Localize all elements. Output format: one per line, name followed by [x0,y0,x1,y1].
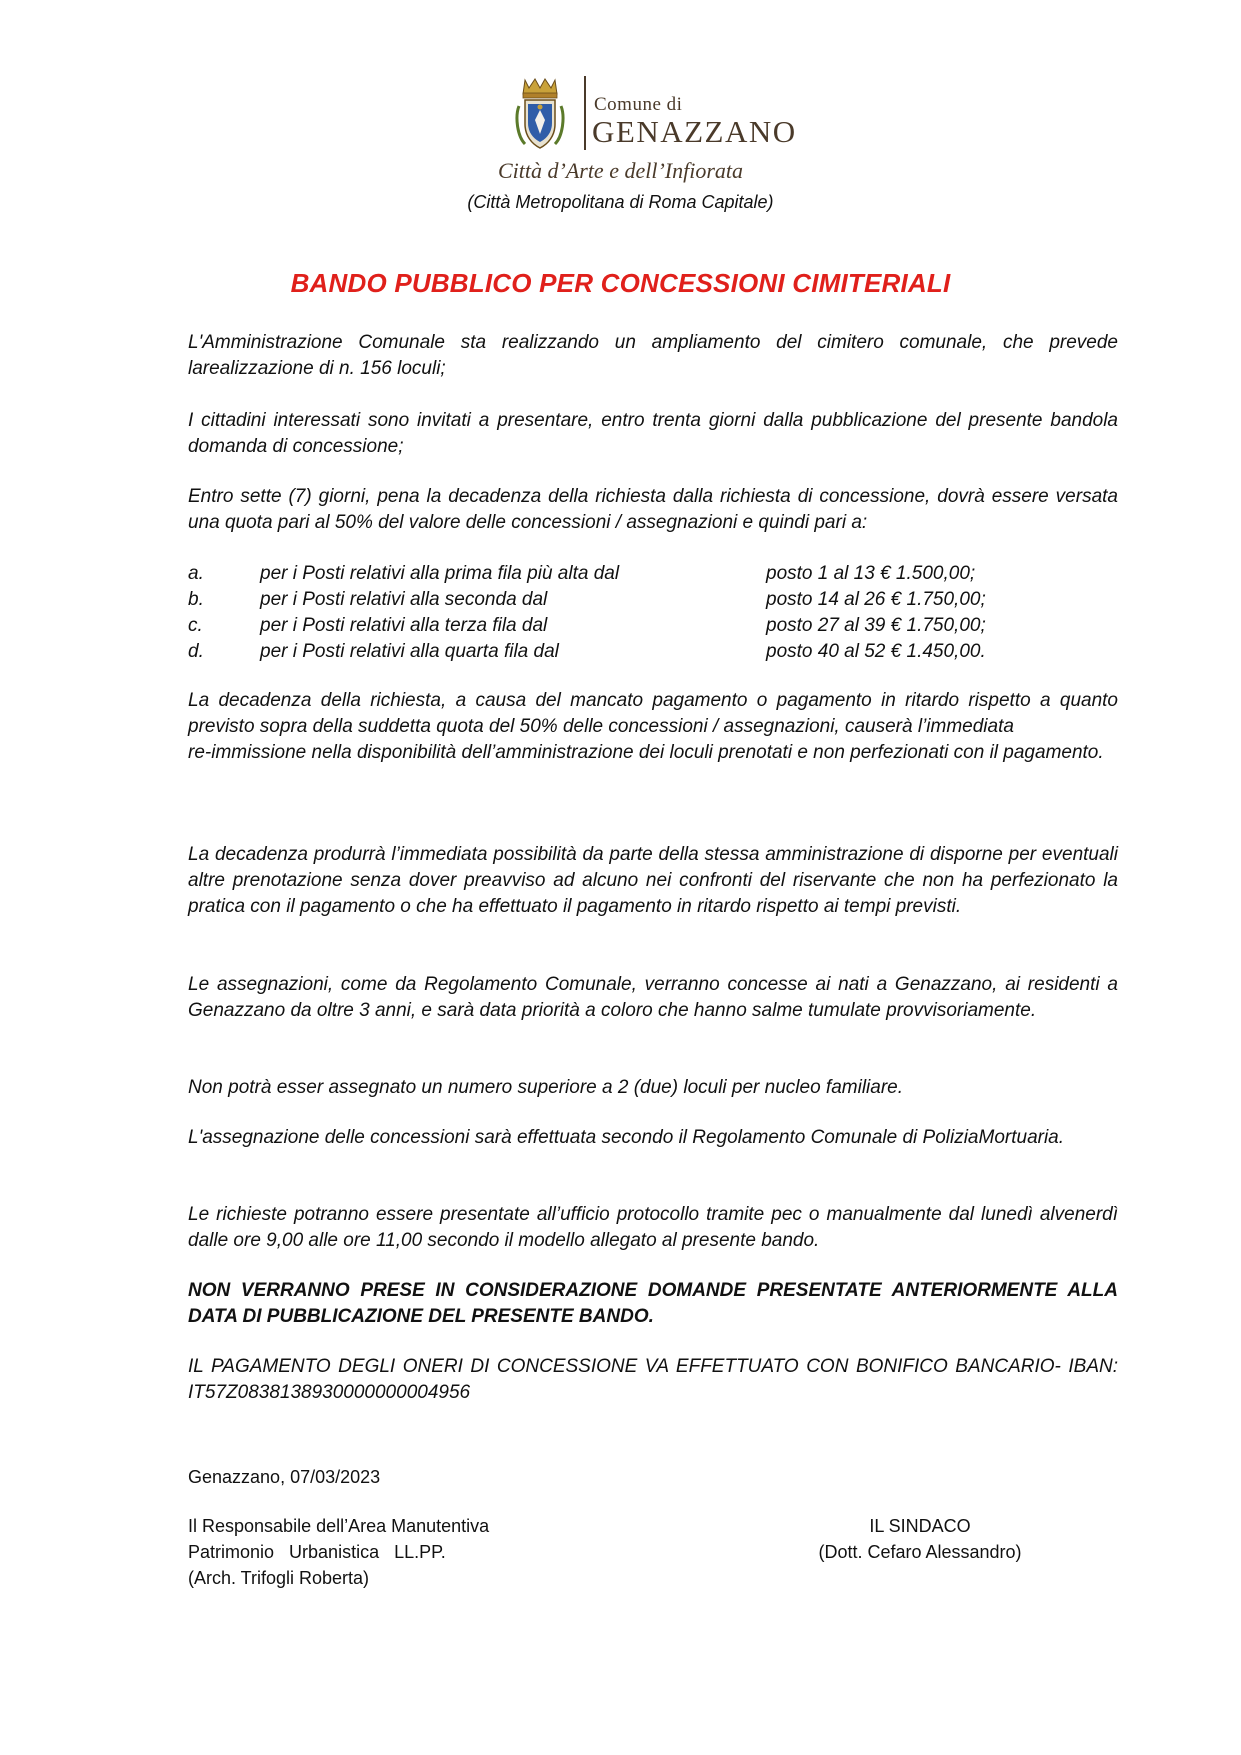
paragraph-avvertenza [188,1278,1118,1330]
paragraph-text: I cittadini interessati sono invitati a presentare, entro trenta giorni dalla pubblicazione del presente bandola domanda di concessione; [188,410,1118,457]
fee-description: per i Posti relativi alla terza fila dal [260,615,548,636]
fee-letter: a. [188,563,204,584]
municipal-crest-icon [515,76,565,154]
logo-divider [584,76,586,150]
paragraph-text: Entro sette (7) giorni, pena la decadenza della richiesta dalla richiesta di concessione, dovrà essere versata una quota pari al 50% del valore delle concessioni / assegnazioni e quindi pari a: [188,486,1118,533]
paragraph-text: Le assegnazioni, come da Regolamento Comunale, verranno concesse ai nati a Genazzano, ai residenti a Genazzano da oltre 3 anni, e sarà data priorità a coloro che hanno salme tumulate provvisoriamente. [188,974,1118,1021]
paragraph-ampliamento [188,330,1118,382]
place-date: Genazzano, 07/03/2023 [188,1467,381,1487]
comune-name: GENAZZANO [592,114,797,149]
paragraph-text: Non potrà esser assegnato un numero superiore a 2 (due) loculi per nucleo familiare. [188,1077,904,1098]
fee-letter: d. [188,641,204,662]
signature-line: (Arch. Trifogli Roberta) [188,1568,370,1588]
signature-line: IL SINDACO [869,1516,971,1536]
fee-item [188,561,1118,587]
fee-letter: b. [188,589,204,610]
paragraph-text: La decadenza della richiesta, a causa del mancato pagamento o pagamento in ritardo rispetto a quanto previsto sopra della suddetta quota del 50% delle concessioni / assegnazioni, causerà l’immediata [188,690,1118,737]
fee-range: posto 14 al 26 € 1.750,00; [766,589,986,610]
paragraph-disponibilita [188,842,1118,920]
letterhead [0,72,1241,222]
city-motto: Città d’Arte e dell’Infiorata [497,158,744,183]
signature-responsabile [188,1513,489,1591]
paragraph-assegnazioni [188,972,1118,1024]
paragraph-text: L'Amministrazione Comunale sta realizzando un ampliamento del cimitero comunale, che prevede larealizzazione di n. 156 loculi; [188,332,1118,379]
paragraph-text: re-immissione nella disponibilità dell’amministrazione dei loculi prenotati e non perfezionati con il pagamento. [188,742,1104,763]
paragraph-text: L'assegnazione delle concessioni sarà effettuata secondo il Regolamento Comunale di PoliziaMortuaria. [188,1127,1065,1148]
paragraph-text: La decadenza produrrà l’immediata possibilità da parte della stessa amministrazione di disporne per eventuali altre prenotazione senza dover preavviso ad alcuno nei confronti del riservante che non ha perfezionato la pratica con il pagamento o che ha effettuato il pagamento in ritardo rispetto ai tempi previsti. [188,844,1118,917]
fee-range: posto 1 al 13 € 1.500,00; [766,563,976,584]
comune-label: Comune di [594,94,683,115]
paragraph-regolamento [188,1125,1118,1151]
signature-line: Patrimonio Urbanistica LL.PP. [188,1542,446,1562]
fee-letter: c. [188,615,203,636]
fee-description: per i Posti relativi alla quarta fila dal [260,641,559,662]
paragraph-limite [188,1075,1118,1101]
fee-range: posto 27 al 39 € 1.750,00; [766,615,986,636]
paragraph-invito [188,408,1118,460]
document-title: BANDO PUBBLICO PER CONCESSIONI CIMITERIALI [290,268,951,298]
paragraph-text: Le richieste potranno essere presentate all’ufficio protocollo tramite pec o manualmente dal lunedì alvenerdì dalle ore 9,00 alle ore 11,00 secondo il modello allegato al presente bando. [188,1204,1118,1251]
paragraph-text: NON VERRANNO PRESE IN CONSIDERAZIONE DOMANDE PRESENTATE ANTERIORMENTE ALLA DATA DI PUBBLICAZIONE DEL PRESENTE BANDO. [188,1280,1118,1327]
fee-list [188,561,1118,665]
paragraph-text: IL PAGAMENTO DEGLI ONERI DI CONCESSIONE VA EFFETTUATO CON BONIFICO BANCARIO- IBAN: IT57Z0838138930000000004956 [188,1356,1118,1403]
fee-description: per i Posti relativi alla seconda dal [260,589,548,610]
signature-line: (Dott. Cefaro Alessandro) [818,1542,1022,1562]
fee-description: per i Posti relativi alla prima fila più alta dal [260,563,620,584]
fee-item [188,587,1118,613]
fee-item [188,639,1118,665]
signature-sindaco [800,1513,1040,1565]
fee-item [188,613,1118,639]
region-subtitle: (Città Metropolitana di Roma Capitale) [467,192,774,212]
paragraph-decadenza [188,688,1118,766]
signature-line: Il Responsabile dell’Area Manutentiva [188,1516,490,1536]
paragraph-presentazione [188,1202,1118,1254]
fee-range: posto 40 al 52 € 1.450,00. [766,641,986,662]
paragraph-pagamento [188,1354,1118,1406]
paragraph-quota [188,484,1118,536]
